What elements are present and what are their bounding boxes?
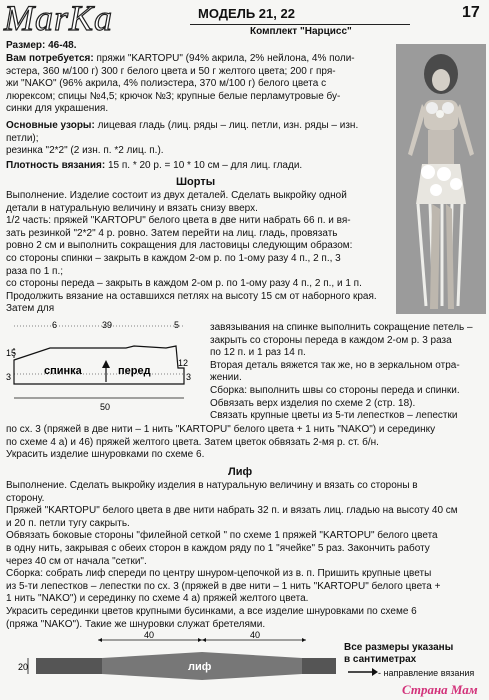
- bra-text: [6, 480, 486, 631]
- bra-line-10: Украсить серединки цветов крупными бусинками, а все изделие шнуровками по схеме 6: [6, 605, 417, 617]
- bra-line-11: (пряжа "NAKO"). Такие же шнуровки служат бретелями.: [6, 618, 266, 630]
- density-text: 15 п. * 20 р. = 10 * 10 см – для лиц. глади.: [105, 160, 303, 171]
- shorts-right-line-2: по 12 п. и 1 раз 14 п.: [210, 347, 306, 359]
- bra-dim-40-left: 40: [144, 630, 155, 640]
- bra-line-0: Выполнение. Сделать выкройку изделия в натуральную величину и вязать со стороны в: [6, 480, 418, 491]
- bra-line-3: и 20 п. петли тугу сакрыть.: [6, 517, 130, 529]
- bra-pattern-diagram: [6, 628, 336, 698]
- shorts-line-4: ровно 2 см и выполнить сокращения для ластовицы следующим образом:: [6, 240, 353, 252]
- shorts-dim-6: 6: [52, 320, 58, 330]
- shorts-tail-text: [6, 424, 486, 462]
- shorts-dim-39: 39: [102, 320, 113, 330]
- shorts-dim-50: 50: [100, 402, 111, 412]
- patterns-block: [6, 120, 396, 158]
- bra-line-5: в одну нить, закрывая с обеих сторон в каждом ряду по 1 "ячейке" 5 раз. Закончить работу: [6, 542, 430, 554]
- shorts-text: [6, 190, 402, 316]
- shorts-line-2: 1/2 часть: пряжей "KARTOPU" белого цвета в две нити набрать 66 п. и вя-: [6, 215, 351, 227]
- patterns-label: Основные узоры:: [6, 120, 95, 131]
- density-block: [6, 160, 396, 173]
- shorts-tail-line-2: Украсить изделие шнуровками по схеме 6.: [6, 449, 205, 461]
- bra-line-6: через 40 см от начала "сетки".: [6, 555, 147, 567]
- shorts-pattern-diagram: [6, 318, 206, 414]
- front-label: перед: [118, 365, 151, 377]
- watermark: Страна Мам: [402, 682, 478, 697]
- bra-line-7: Сборка: собрать лиф спереди по центру шнуром-цепочкой из в. п. Пришить крупные цветы: [6, 568, 432, 580]
- materials-line-1: эстера, 360 м/100 г) 300 г белого цвета и 50 г желтого цвета; 200 г пря-: [6, 65, 336, 77]
- model-photo: [396, 44, 486, 314]
- shorts-line-3: зать резинкой "2*2" 4 р. ровно. Затем перейти на лиц. гладь, провязать: [6, 227, 338, 239]
- direction-note: - направление вязания: [378, 668, 475, 678]
- bra-label: лиф: [188, 661, 212, 673]
- units-note-line-2: в сантиметрах: [344, 654, 417, 665]
- materials-block: [6, 53, 396, 116]
- materials-line-2: жи "NAKO" (96% акрила, 4% полиэстера, 370 м/100 г) белого цвета с: [6, 78, 327, 90]
- shorts-right-line-1: закрыть со стороны переда в каждом 2-ом р. 3 раза: [210, 334, 452, 346]
- bra-line-9: 1 нить "NAKO") и серединку по схеме 4 а) пряжей желтого цвета.: [6, 593, 309, 605]
- bra-line-2: Пряжей "KARTOPU" белого цвета в две нити набрать 32 п. и вязать лиц. гладью на высоту 40 см: [6, 505, 458, 517]
- shorts-line-7: со стороны переда – закрыть в каждом 2-ом р. по 1-ому разу 4 п., 2 п., и 1 п.: [6, 278, 362, 290]
- materials-label: Вам потребуется:: [6, 53, 94, 64]
- shorts-tail-line-1: по схеме 4 а) и 46) пряжей желтого цвета. Затем цветок обвязать 2-мя р. ст. б/н.: [6, 436, 379, 448]
- model-title: МОДЕЛЬ 21, 22: [198, 6, 295, 21]
- shorts-right-line-3: Вторая деталь вяжется так же, но в зеркальном отра-: [210, 359, 460, 371]
- shorts-right-line-6: Обвязать верх изделия по схеме 2 (стр. 18).: [210, 397, 416, 409]
- shorts-line-6: раза по 1 п.;: [6, 265, 64, 277]
- model-photo-illustration: [396, 44, 486, 314]
- shorts-right-line-4: жении.: [210, 372, 242, 384]
- shorts-tail-line-0: по сх. 3 (пряжей в две нити – 1 нить "KARTOPU" белого цвета + 1 нить "NAKO") и серединку: [6, 424, 436, 435]
- shorts-dim-12: 12: [178, 358, 189, 368]
- patterns-line-1: петли);: [6, 132, 39, 144]
- shorts-right-text: [210, 322, 489, 423]
- brand-logo: MarKa: [4, 0, 114, 38]
- shorts-dim-3-right: 3: [186, 372, 192, 382]
- patterns-line-2: резинка "2*2" (2 изн. п. *2 лиц. п.).: [6, 145, 164, 157]
- patterns-line-0: лицевая гладь (лиц. ряды – лиц. петли, изн. ряды – изн.: [94, 120, 359, 131]
- shorts-right-line-5: Сборка: выполнить швы со стороны переда и спинки.: [210, 384, 460, 396]
- shorts-line-1: детали в натуральную величину и вязать снизу вверх.: [6, 202, 258, 214]
- bra-dim-20: 20: [17, 662, 28, 672]
- bra-dim-40-right: 40: [250, 630, 261, 640]
- units-note-line-1: Все размеры указаны: [344, 642, 454, 653]
- shorts-right-line-7: Связать крупные цветы из 5-ти лепестков – лепестки: [210, 410, 458, 422]
- materials-line-4: синки для украшения.: [6, 103, 109, 115]
- materials-line-3: люрексом; спицы №4,5; крючок №3; крупные белые перламутровые бу-: [6, 90, 341, 102]
- page-number: 17: [462, 4, 480, 21]
- size-line: Размер: 46-48.: [6, 40, 77, 51]
- shorts-dim-5: 5: [174, 320, 180, 330]
- units-note: [344, 642, 453, 666]
- set-title: Комплект "Нарцисс": [250, 26, 352, 37]
- shorts-line-8: Продолжить вязание на оставшихся петлях на высоту 15 см от наборного края. Затем для: [6, 290, 377, 315]
- shorts-right-line-0: завязывания на спинке выполнить сокращение петель –: [210, 322, 473, 333]
- bra-line-4: Обвязать боковые стороны "филейной сеткой " по схеме 1 пряжей "KARTOPU" белого цвета: [6, 530, 438, 542]
- density-label: Плотность вязания:: [6, 160, 106, 171]
- header-rule: [190, 24, 410, 25]
- bra-line-1: сторону.: [6, 492, 45, 504]
- direction-arrow-icon: [346, 666, 378, 678]
- materials-line-0: пряжи "KARTOPU" (94% акрила, 2% нейлона, 4% поли-: [93, 53, 355, 64]
- bra-title: Лиф: [228, 466, 253, 478]
- shorts-dim-15: 15: [6, 348, 17, 358]
- shorts-line-0: Выполнение. Изделие состоит из двух деталей. Сделать выкройку одной: [6, 190, 347, 201]
- shorts-dim-3-left: 3: [6, 372, 12, 382]
- back-label: спинка: [44, 365, 82, 377]
- shorts-title: Шорты: [176, 176, 216, 188]
- bra-line-8: из 5-ти лепестков – лепестки по сх. 3 (пряжей в две нити – 1 нить "KARTOPU" белого цвета +: [6, 580, 441, 592]
- shorts-line-5: со стороны спинки – закрыть в каждом 2-ом р. по 1-ому разу 4 п., 2 п., 3: [6, 252, 341, 264]
